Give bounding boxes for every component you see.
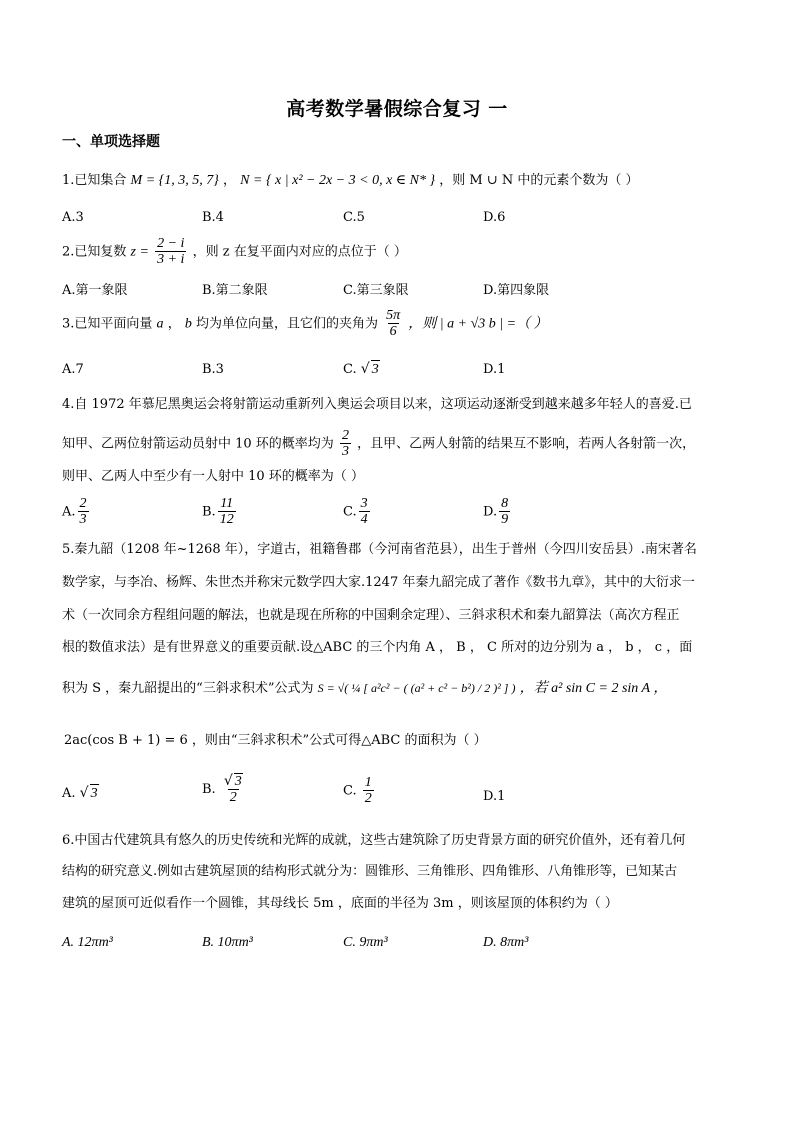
q1-option-c: C.5 xyxy=(343,210,365,225)
q4-option-d-fraction xyxy=(499,496,510,528)
complex-numerator: 2 − i xyxy=(157,236,185,251)
q5-option-c-denominator: 2 xyxy=(364,791,372,807)
q4-option-d-numerator: 8 xyxy=(501,496,509,511)
angle-fraction xyxy=(384,308,402,340)
qin-jiushao-formula: S = √( ¼ [ a²c² − ( (a² + c² − b²) / 2 )² ] ) xyxy=(317,681,516,695)
q1-option-b: B.4 xyxy=(202,210,224,225)
q6-option-b: B. 10πm³ xyxy=(202,935,253,950)
q2-option-a: A.第一象限 xyxy=(62,283,128,298)
z-variable: z = xyxy=(130,244,149,260)
q2-option-d: D.第四象限 xyxy=(483,283,550,298)
q4-option-a-numerator: 2 xyxy=(79,496,87,511)
question-6-line-2: 结构的研究意义.例如古建筑屋顶的结构形式就分为：圆锥形、三角锥形、四角锥形、八角锥形等，已知某古 xyxy=(62,864,678,879)
q1-option-a: A.3 xyxy=(62,210,84,225)
sqrt-symbol: √ xyxy=(79,785,89,801)
q4-option-a-fraction xyxy=(78,496,89,528)
question-5-line-2: 数学家，与李冶、杨辉、朱世杰并称宋元数学四大家.1247 年秦九韶完成了著作《数书九章》，其中的大衍求一 xyxy=(62,575,695,590)
question-5-line-3: 术（一次同余方程组问题的解法，也就是现在所称的中国剩余定理）、三斜求积术和秦九韶算法（高次方程正 xyxy=(62,608,680,623)
q4-option-d-label: D. xyxy=(483,504,498,520)
question-1-prefix: 1.已知集合 xyxy=(62,173,127,188)
q3-option-c-label: C. xyxy=(343,362,357,377)
vector-b: b xyxy=(184,316,192,332)
question-2 xyxy=(62,236,407,268)
question-4-line-2 xyxy=(62,428,695,460)
question-4-line-3: 则甲、乙两人中至少有一人射中 10 环的概率为（ ） xyxy=(62,469,364,484)
page-title: 高考数学暑假综合复习 一 xyxy=(286,98,508,120)
question-6-line-3: 建筑的屋顶可近似看作一个圆锥，其母线长 5m ，底面的半径为 3m ，则该屋顶的体积约为（ ） xyxy=(62,896,618,911)
q3-option-b: B.3 xyxy=(202,362,224,377)
q3-option-a: A.7 xyxy=(62,362,84,377)
question-2-suffix: ，则 z 在复平面内对应的点位于（ ） xyxy=(192,244,407,260)
q4-option-b-fraction xyxy=(218,496,236,528)
q2-option-c: C.第三象限 xyxy=(343,283,409,298)
q4-option-d xyxy=(483,496,512,528)
complex-denominator: 3 + i xyxy=(157,252,185,268)
q5-option-a xyxy=(62,784,99,803)
question-3-middle: 均为单位向量，且它们的夹角为 xyxy=(195,316,378,332)
question-5-line-4: 根的数值求法）是有世界意义的重要贡献.设△ABC 的三个内角 A ， B ， C 所对的边分别为 a ， b ， c ，面 xyxy=(62,640,693,655)
question-5-line-5a: 积为 S ，秦九韶提出的“三斜求积术”公式为 xyxy=(62,681,314,696)
q3-option-d: D.1 xyxy=(483,362,506,377)
angle-numerator: 5π xyxy=(386,308,401,323)
q5-option-b-numerator xyxy=(222,773,245,789)
question-4-line-1: 4.自 1972 年慕尼黑奥运会将射箭运动重新列入奥运会项目以来，这项运动逐渐受到越来越多年轻人的喜爱.已 xyxy=(62,397,692,412)
q5-option-c xyxy=(343,775,376,807)
question-5-line-5 xyxy=(62,680,667,698)
question-1: 1.已知集合 M = {1, 3, 5, 7} ， N = { x | x² − 2x − 3 < 0, x ∈ N* } ，则 M ∪ N 中的元素个数为（ ） xyxy=(62,173,639,188)
q4-option-c-fraction xyxy=(359,496,370,528)
q4-option-c-numerator: 3 xyxy=(360,496,368,511)
q5-option-a-label: A. xyxy=(62,786,76,801)
question-1-suffix: ，则 M ∪ N 中的元素个数为（ ） xyxy=(439,173,639,188)
q4-option-b xyxy=(202,496,238,528)
q4-option-a-label: A. xyxy=(62,504,76,520)
q5-option-a-radicand: 3 xyxy=(90,786,98,801)
question-6-line-1: 6.中国古代建筑具有悠久的历史传统和光辉的成就，这些古建筑除了历史背景方面的研究价值外，还有着几何 xyxy=(62,833,686,848)
q5-option-c-fraction xyxy=(363,775,374,807)
question-5-line-1: 5.秦九韶（1208 年~1268 年），字道古，祖籍鲁郡（今河南省范县），出生于普州（今四川安岳县）.南宋著名 xyxy=(62,542,697,557)
q5-option-d: D.1 xyxy=(483,789,506,804)
question-3-prefix: 3.已知平面向量 xyxy=(62,316,153,332)
q5-option-b-denominator: 2 xyxy=(229,790,237,806)
question-5-line-5b: ，若 a² sin C = 2 sin A ， xyxy=(519,681,668,696)
complex-fraction xyxy=(155,236,186,268)
q4-option-b-label: B. xyxy=(202,504,216,520)
q4-option-a xyxy=(62,496,91,528)
question-3: 3.已知平面向量 a ， b 均为单位向量，且它们的夹角为 $\frac{5\pi}{6}$ ，则 | a + √3 b | =（ ） xyxy=(62,308,548,340)
q3-option-c-radicand: 3 xyxy=(371,362,379,377)
sqrt-symbol: √ xyxy=(360,361,370,377)
angle-denominator: 6 xyxy=(389,324,397,340)
q4-option-c-denominator: 4 xyxy=(360,512,368,528)
question-2-prefix: 2.已知复数 xyxy=(62,244,127,260)
q6-option-a: A. 12πm³ xyxy=(62,935,113,950)
probability-numerator: 2 xyxy=(341,428,349,443)
q2-option-b: B.第二象限 xyxy=(202,283,268,298)
vector-a: a xyxy=(156,316,164,332)
probability-fraction xyxy=(340,428,351,460)
q4-option-c xyxy=(343,496,372,528)
q5-option-b-fraction xyxy=(222,773,245,806)
question-4-line-2a: 知甲、乙两位射箭运动员射中 10 环的概率均为 xyxy=(62,436,334,452)
q5-option-c-label: C. xyxy=(343,783,357,799)
q4-option-b-denominator: 12 xyxy=(219,512,234,528)
q1-option-d: D.6 xyxy=(483,210,506,225)
set-m-expression: M = {1, 3, 5, 7} xyxy=(130,173,219,188)
q3-option-c xyxy=(343,360,380,379)
probability-denominator: 3 xyxy=(341,444,349,460)
q4-option-a-denominator: 3 xyxy=(79,512,87,528)
vector-expression: ，则 | a + √3 b | =（ ） xyxy=(408,316,548,332)
q5-option-b-radicand: 3 xyxy=(234,774,242,789)
q6-option-c: C. 9πm³ xyxy=(343,935,388,950)
q4-option-b-numerator: 11 xyxy=(220,496,234,511)
question-5-line-6: 2ac(cos B + 1) = 6 ，则由“三斜求积术”公式可得△ABC 的面积为（ ） xyxy=(64,733,487,748)
q4-option-c-label: C. xyxy=(343,504,357,520)
q6-option-d: D. 8πm³ xyxy=(483,935,529,950)
q5-option-b-label: B. xyxy=(202,781,216,797)
question-4-line-2b: ，且甲、乙两人射箭的结果互不影响，若两人各射箭一次， xyxy=(357,436,696,452)
set-n-expression: N = { x | x² − 2x − 3 < 0, x ∈ N* } xyxy=(240,173,436,188)
q4-option-d-denominator: 9 xyxy=(501,512,509,528)
sqrt-symbol: √ xyxy=(223,773,233,789)
section-heading: 一、单项选择题 xyxy=(62,134,160,150)
q5-option-c-numerator: 1 xyxy=(364,775,372,790)
q5-option-b xyxy=(202,773,247,806)
